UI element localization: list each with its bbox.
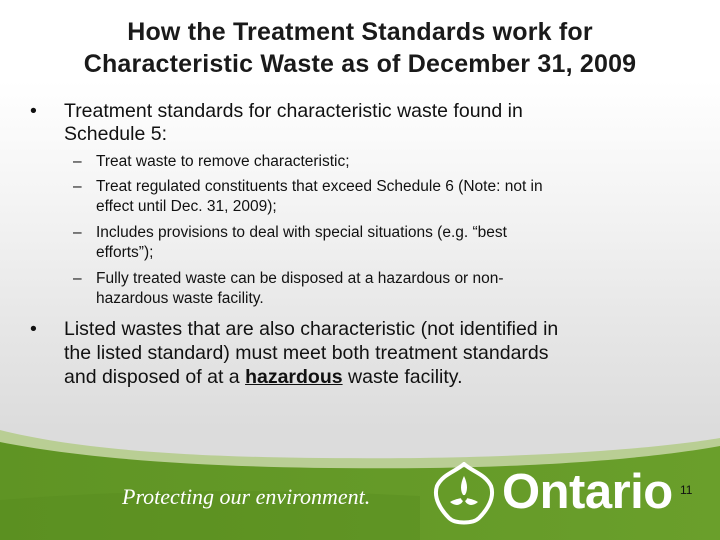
subitem-4-line-1: Fully treated waste can be disposed at a hazardous or non- [96, 270, 504, 287]
bullet-2-line-3 [64, 366, 463, 389]
bullet-dot: • [30, 318, 37, 340]
bullet-2-line-1: Listed wastes that are also characteristic (not identified in [64, 318, 559, 340]
bullet-2-line-3-before: and disposed of at a [64, 366, 246, 388]
footer-tagline: Protecting our environment. [122, 484, 371, 509]
subitem-2-line-2: effect until Dec. 31, 2009); [96, 198, 277, 215]
slide-title [0, 16, 720, 80]
ontario-wordmark: Ontario [502, 465, 673, 519]
bullet-2-line-2: the listed standard) must meet both treatment standards [64, 342, 549, 364]
slide-title-line-1: How the Treatment Standards work for [127, 18, 593, 46]
bullet-2-line-3-after: waste facility. [342, 366, 463, 388]
ontario-trillium-icon [433, 462, 495, 526]
bullet-dot: • [30, 100, 37, 122]
dash-glyph: – [73, 270, 82, 287]
subitem-2-line-1: Treat regulated constituents that exceed Schedule 6 (Note: not in [96, 178, 543, 195]
bullet-1-line-2: Schedule 5: [64, 123, 167, 145]
subitem-1-line-1: Treat waste to remove characteristic; [96, 153, 350, 170]
slide-title-line-2: Characteristic Waste as of December 31, 2009 [83, 50, 637, 78]
bullet-1-line-1: Treatment standards for characteristic waste found in [64, 100, 523, 122]
page-number: 11 [680, 483, 693, 497]
subitem-4-line-2: hazardous waste facility. [96, 290, 264, 307]
subitem-3-line-1: Includes provisions to deal with special situations (e.g. “best [96, 224, 507, 241]
dash-glyph: – [73, 153, 82, 170]
subitem-3-line-2: efforts”); [96, 244, 154, 261]
hazardous-emphasis: hazardous [245, 366, 343, 388]
dash-glyph: – [73, 178, 82, 195]
dash-glyph: – [73, 224, 82, 241]
